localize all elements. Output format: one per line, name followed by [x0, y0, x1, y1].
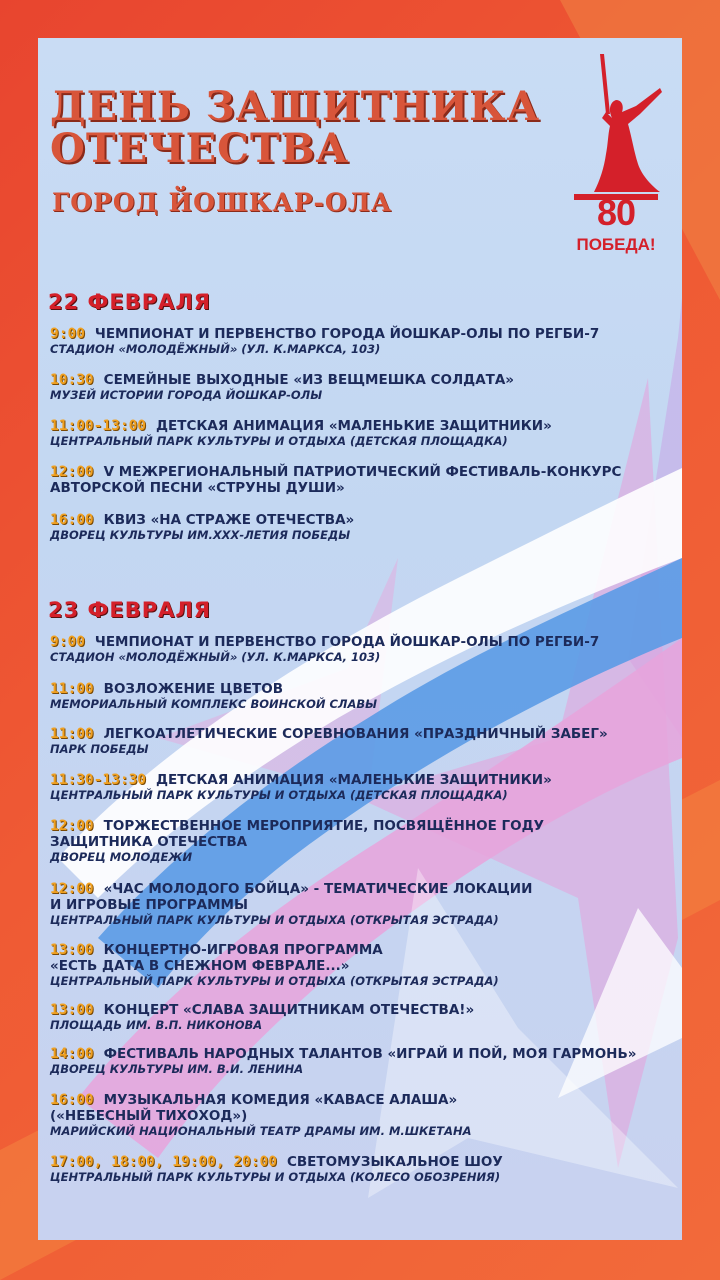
event-item [50, 1154, 678, 1185]
event-item [50, 326, 678, 357]
event-place: ПЛОЩАДЬ ИМ. В.П. НИКОНОВА [50, 1018, 263, 1032]
event-time: 11:00 [50, 681, 94, 697]
event-item [50, 464, 678, 496]
page-title [50, 83, 541, 172]
event-item [50, 634, 678, 665]
event-place: ЦЕНТРАЛЬНЫЙ ПАРК КУЛЬТУРЫ И ОТДЫХА (ОТКРЫТАЯ ЭСТРАДА) [50, 974, 499, 988]
event-title: ЧЕМПИОНАТ И ПЕРВЕНСТВО ГОРОДА ЙОШКАР-ОЛЫ ПО РЕГБИ-7 [94, 634, 600, 650]
event-item [50, 1092, 678, 1139]
event-place: СТАДИОН «МОЛОДЁЖНЫЙ» (УЛ. К.МАРКСА, 103) [50, 650, 381, 664]
event-time: 16:00 [50, 512, 94, 528]
event-item [50, 818, 678, 865]
event-time: 10:30 [50, 372, 94, 388]
motherland-statue-icon [564, 52, 668, 202]
event-item [50, 1046, 678, 1077]
event-item [50, 681, 678, 712]
event-title: ДЕТСКАЯ АНИМАЦИЯ «МАЛЕНЬКИЕ ЗАЩИТНИКИ» [156, 772, 552, 788]
logo-number: 80 [596, 192, 636, 233]
event-item [50, 1002, 678, 1033]
title-line-2: ОТЕЧЕСТВА [50, 125, 350, 172]
event-item [50, 418, 678, 449]
event-title: ФЕСТИВАЛЬ НАРОДНЫХ ТАЛАНТОВ «ИГРАЙ И ПОЙ, МОЯ ГАРМОНЬ» [103, 1046, 637, 1062]
event-place: МАРИЙСКИЙ НАЦИОНАЛЬНЫЙ ТЕАТР ДРАМЫ ИМ. М.ШКЕТАНА [50, 1124, 472, 1138]
event-time: 9:00 [50, 326, 85, 342]
victory-80-logo [564, 52, 668, 272]
event-time: 13:00 [50, 1002, 94, 1018]
event-title-continued: «ЕСТЬ ДАТА В СНЕЖНОМ ФЕВРАЛЕ...» [50, 958, 350, 974]
event-title: ЛЕГКОАТЛЕТИЧЕСКИЕ СОРЕВНОВАНИЯ «ПРАЗДНИЧНЫЙ ЗАБЕГ» [103, 726, 608, 742]
city-subtitle: ГОРОД ЙОШКАР-ОЛА [52, 188, 393, 217]
event-place: ДВОРЕЦ МОЛОДЕЖИ [50, 850, 193, 864]
event-time: 17:00, 18:00, 19:00, 20:00 [50, 1154, 277, 1170]
event-time: 12:00 [50, 881, 94, 897]
event-item [50, 512, 678, 543]
event-title: «ЧАС МОЛОДОГО БОЙЦА» - ТЕМАТИЧЕСКИЕ ЛОКАЦИИ [103, 881, 533, 897]
date-heading: 23 ФЕВРАЛЯ [48, 598, 211, 622]
event-time: 11:00-13:00 [50, 418, 147, 434]
title-line-1: ДЕНЬ ЗАЩИТНИКА [50, 83, 541, 130]
event-item [50, 772, 678, 803]
event-place: СТАДИОН «МОЛОДЁЖНЫЙ» (УЛ. К.МАРКСА, 103) [50, 342, 381, 356]
event-place: ЦЕНТРАЛЬНЫЙ ПАРК КУЛЬТУРЫ И ОТДЫХА (ДЕТСКАЯ ПЛОЩАДКА) [50, 434, 508, 448]
event-item [50, 726, 678, 757]
event-item [50, 372, 678, 403]
event-item [50, 881, 678, 928]
event-time: 12:00 [50, 464, 94, 480]
event-time: 11:00 [50, 726, 94, 742]
event-time: 11:30-13:30 [50, 772, 147, 788]
event-title: КВИЗ «НА СТРАЖЕ ОТЕЧЕСТВА» [103, 512, 355, 528]
event-title: ВОЗЛОЖЕНИЕ ЦВЕТОВ [103, 681, 283, 697]
schedule-panel [38, 38, 682, 1240]
event-title: КОНЦЕРТНО-ИГРОВАЯ ПРОГРАММА [103, 942, 383, 958]
event-title: СВЕТОМУЗЫКАЛЬНОЕ ШОУ [286, 1154, 503, 1170]
event-place: ЦЕНТРАЛЬНЫЙ ПАРК КУЛЬТУРЫ И ОТДЫХА (ДЕТСКАЯ ПЛОЩАДКА) [50, 788, 508, 802]
event-title: СЕМЕЙНЫЕ ВЫХОДНЫЕ «ИЗ ВЕЩМЕШКА СОЛДАТА» [103, 372, 515, 388]
event-title: ЧЕМПИОНАТ И ПЕРВЕНСТВО ГОРОДА ЙОШКАР-ОЛЫ ПО РЕГБИ-7 [94, 326, 600, 342]
logo-word: ПОБЕДА! [576, 235, 656, 254]
event-title: КОНЦЕРТ «СЛАВА ЗАЩИТНИКАМ ОТЕЧЕСТВА!» [103, 1002, 475, 1018]
event-item [50, 942, 678, 989]
event-time: 12:00 [50, 818, 94, 834]
event-place: ПАРК ПОБЕДЫ [50, 742, 149, 756]
event-place: МЕМОРИАЛЬНЫЙ КОМПЛЕКС ВОИНСКОЙ СЛАВЫ [50, 697, 378, 711]
event-title-continued: («НЕБЕСНЫЙ ТИХОХОД») [50, 1108, 248, 1124]
event-place: ДВОРЕЦ КУЛЬТУРЫ ИМ.ХХХ-ЛЕТИЯ ПОБЕДЫ [50, 528, 351, 542]
event-time: 16:00 [50, 1092, 94, 1108]
event-title: ТОРЖЕСТВЕННОЕ МЕРОПРИЯТИЕ, ПОСВЯЩЁННОЕ ГОДУ [103, 818, 545, 834]
event-title: V МЕЖРЕГИОНАЛЬНЫЙ ПАТРИОТИЧЕСКИЙ ФЕСТИВАЛЬ-КОНКУРС [103, 464, 622, 480]
event-title: ДЕТСКАЯ АНИМАЦИЯ «МАЛЕНЬКИЕ ЗАЩИТНИКИ» [156, 418, 552, 434]
event-place: МУЗЕЙ ИСТОРИИ ГОРОДА ЙОШКАР-ОЛЫ [50, 388, 323, 402]
event-time: 9:00 [50, 634, 85, 650]
event-title-continued: ЗАЩИТНИКА ОТЕЧЕСТВА [50, 834, 248, 850]
event-title: МУЗЫКАЛЬНАЯ КОМЕДИЯ «КАВАСЕ АЛАША» [103, 1092, 458, 1108]
event-title-continued: И ИГРОВЫЕ ПРОГРАММЫ [50, 897, 248, 913]
date-heading: 22 ФЕВРАЛЯ [48, 290, 211, 314]
event-place: ЦЕНТРАЛЬНЫЙ ПАРК КУЛЬТУРЫ И ОТДЫХА (КОЛЕСО ОБОЗРЕНИЯ) [50, 1170, 501, 1184]
event-time: 13:00 [50, 942, 94, 958]
event-title-continued: АВТОРСКОЙ ПЕСНИ «СТРУНЫ ДУШИ» [50, 480, 345, 496]
event-place: ДВОРЕЦ КУЛЬТУРЫ ИМ. В.И. ЛЕНИНА [50, 1062, 304, 1076]
event-place: ЦЕНТРАЛЬНЫЙ ПАРК КУЛЬТУРЫ И ОТДЫХА (ОТКРЫТАЯ ЭСТРАДА) [50, 913, 499, 927]
event-time: 14:00 [50, 1046, 94, 1062]
